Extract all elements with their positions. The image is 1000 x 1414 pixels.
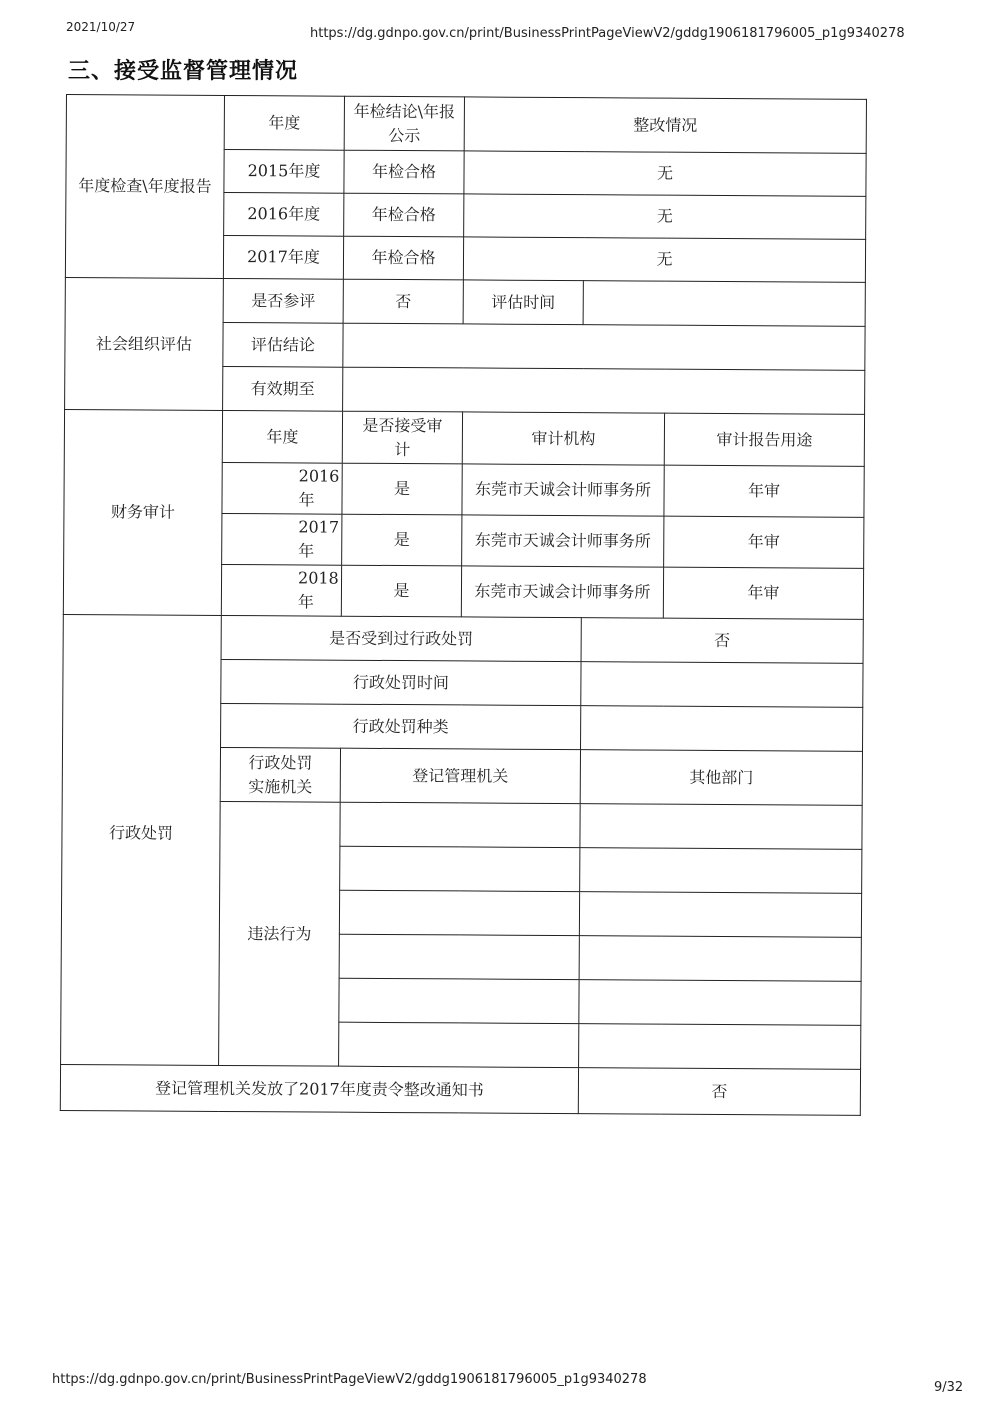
annual-rectify: 无	[463, 237, 865, 282]
violation-registration-cell	[339, 890, 579, 935]
audit-agency: 东莞市天诚会计师事务所	[462, 515, 664, 567]
violation-registration-cell	[340, 846, 580, 891]
audit-agency: 东莞市天诚会计师事务所	[461, 566, 663, 618]
audit-col-usage: 审计报告用途	[664, 413, 864, 466]
annual-col-rectify: 整改情况	[464, 97, 866, 153]
violation-other-cell	[579, 1024, 861, 1070]
annual-year: 2017年度	[223, 235, 343, 279]
annual-col-year: 年度	[224, 95, 344, 150]
penalty-received-value: 否	[581, 618, 863, 664]
audit-col-year: 年度	[222, 410, 342, 463]
evaluation-label: 社会组织评估	[65, 277, 224, 410]
eval-conclusion-value	[343, 323, 865, 370]
audit-usage: 年审	[663, 567, 863, 619]
annual-rectify: 无	[464, 194, 866, 239]
annual-year: 2015年度	[224, 149, 344, 193]
audit-accepted: 是	[342, 463, 462, 515]
audit-col-agency: 审计机构	[462, 412, 664, 465]
audit-label: 财务审计	[63, 409, 222, 615]
penalty-other-departments: 其他部门	[580, 750, 862, 806]
eval-time-label: 评估时间	[463, 280, 583, 325]
section-title: 三、接受监督管理情况	[68, 59, 299, 84]
audit-usage: 年审	[664, 465, 864, 517]
audit-col-accepted: 是否接受审计	[342, 411, 462, 464]
annual-col-conclusion: 年检结论\年报公示	[344, 96, 464, 151]
penalty-received-label: 是否受到过行政处罚	[221, 615, 581, 661]
page-number: 9/32	[934, 1380, 964, 1395]
audit-year: 2016年	[222, 462, 342, 514]
eval-participated-label: 是否参评	[223, 278, 343, 323]
audit-usage: 年审	[664, 516, 864, 568]
eval-time-value	[583, 281, 865, 327]
violation-registration-cell	[339, 1022, 579, 1067]
penalty-type-label: 行政处罚种类	[221, 703, 581, 749]
violation-other-cell	[580, 804, 862, 850]
violation-other-cell	[580, 848, 862, 894]
audit-agency: 东莞市天诚会计师事务所	[462, 464, 664, 516]
annual-conclusion: 年检合格	[344, 193, 464, 237]
penalty-violation-label: 违法行为	[219, 801, 341, 1066]
eval-participated-value: 否	[343, 279, 463, 324]
annual-conclusion: 年检合格	[343, 236, 463, 280]
violation-registration-cell	[339, 978, 579, 1023]
annual-rectify: 无	[464, 151, 866, 196]
penalty-registration-authority: 登记管理机关	[340, 748, 580, 803]
violation-other-cell	[579, 892, 861, 938]
audit-year: 2018年	[221, 564, 341, 616]
eval-conclusion-label: 评估结论	[223, 322, 343, 367]
print-date: 2021/10/27	[66, 20, 136, 34]
violation-registration-cell	[340, 802, 580, 847]
violation-registration-cell	[339, 934, 579, 979]
audit-accepted: 是	[342, 514, 462, 566]
penalty-authority-label: 行政处罚实施机关	[220, 747, 340, 802]
print-url: https://dg.gdnpo.gov.cn/print/BusinessPrintPageViewV2/gddg1906181796005_p1g9340278	[310, 26, 905, 41]
footer-url: https://dg.gdnpo.gov.cn/print/BusinessPrintPageViewV2/gddg1906181796005_p1g9340278	[52, 1372, 647, 1387]
audit-year: 2017年	[222, 513, 342, 565]
audit-accepted: 是	[341, 565, 461, 617]
eval-valid-value	[343, 367, 865, 414]
supervision-table	[60, 94, 867, 1116]
penalty-time-value	[581, 662, 863, 708]
annual-check-label: 年度检查\年度报告	[65, 95, 224, 279]
eval-valid-label: 有效期至	[223, 366, 343, 411]
annual-year: 2016年度	[224, 192, 344, 236]
penalty-time-label: 行政处罚时间	[221, 659, 581, 705]
violation-other-cell	[579, 980, 861, 1026]
penalty-label: 行政处罚	[61, 614, 222, 1065]
notice-label: 登记管理机关发放了2017年度责令整改通知书	[60, 1064, 578, 1113]
penalty-type-value	[581, 706, 863, 752]
notice-value: 否	[578, 1068, 860, 1116]
annual-conclusion: 年检合格	[344, 150, 464, 194]
violation-other-cell	[579, 936, 861, 982]
